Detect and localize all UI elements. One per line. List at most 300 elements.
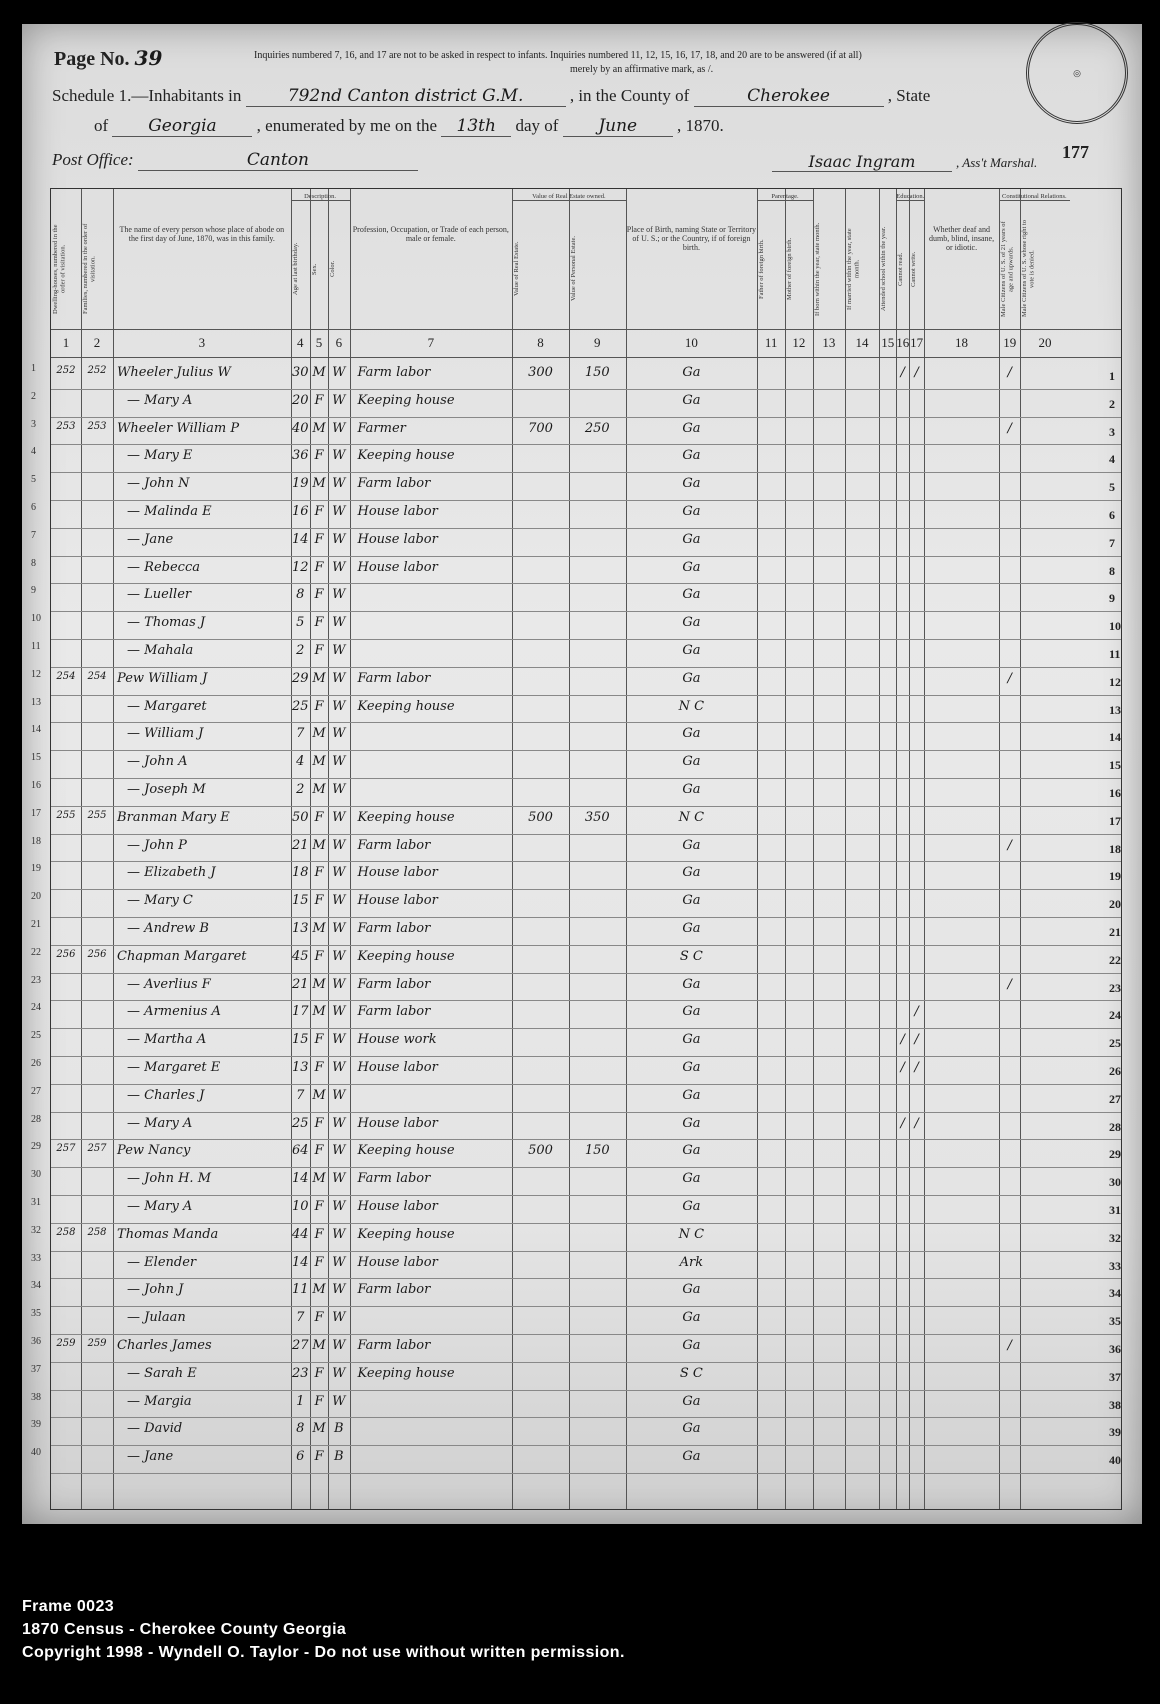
cell-m19: /	[1007, 976, 1012, 992]
cell-birth: Ga	[682, 643, 701, 658]
cell-sex: M	[312, 726, 326, 742]
cell-dw: 253	[56, 420, 76, 432]
page-number-line	[54, 46, 162, 71]
cell-color: W	[332, 1087, 346, 1103]
table-row	[31, 1278, 1121, 1306]
person-name: — Elizabeth J	[127, 865, 216, 881]
table-row	[31, 444, 1121, 472]
table-row	[31, 1056, 1121, 1084]
row-number-right: 29	[1109, 1147, 1121, 1162]
row-number-right: 17	[1109, 813, 1121, 828]
occupation: Farm labor	[357, 476, 431, 492]
table-row	[31, 389, 1121, 417]
occupation: House labor	[357, 1254, 438, 1270]
row-number-right: 32	[1109, 1230, 1121, 1245]
person-name: Branman Mary E	[117, 809, 230, 825]
cell-re: 700	[528, 420, 553, 436]
row-number-right: 16	[1109, 786, 1121, 800]
census-title: 1870 Census - Cherokee County Georgia	[22, 1621, 347, 1638]
marshal-name: Isaac Ingram	[772, 152, 952, 172]
occupation: Farm labor	[357, 837, 431, 853]
occupation: House labor	[357, 893, 438, 909]
row-number-right: 1	[1109, 369, 1115, 383]
person-name: — Sarah E	[127, 1365, 197, 1381]
person-name: Thomas Manda	[117, 1226, 219, 1242]
cell-age: 11	[292, 1282, 309, 1298]
table-row	[31, 722, 1121, 750]
cell-birth: N C	[678, 1226, 705, 1242]
row-number-right: 39	[1109, 1425, 1121, 1440]
column-header-c17: Cannot write.	[910, 251, 918, 287]
cell-dw: 257	[56, 1143, 76, 1155]
cell-fam: 252	[87, 365, 107, 376]
cell-age: 13	[292, 1060, 309, 1075]
cell-birth: Ga	[682, 448, 701, 464]
cell-age: 1	[296, 1393, 305, 1409]
row-number-right: 6	[1109, 508, 1115, 522]
occupation: Farm labor	[357, 365, 431, 380]
person-name: — Mahala	[127, 643, 194, 658]
cell-color: W	[332, 809, 346, 825]
row-number-left: 26	[31, 1058, 41, 1069]
cell-birth: Ga	[682, 615, 701, 631]
person-name: — Elender	[127, 1254, 197, 1270]
cell-age: 50	[292, 809, 309, 825]
cell-pe: 150	[584, 1143, 610, 1159]
cell-sex: F	[314, 392, 324, 408]
cell-age: 44	[292, 1226, 309, 1242]
group-header-c_parent: Parentage.	[757, 193, 813, 201]
row-number-left: 20	[31, 891, 41, 903]
cell-birth: Ga	[682, 837, 701, 853]
row-number-right: 12	[1109, 674, 1121, 689]
table-row	[31, 528, 1121, 556]
cell-color: W	[332, 615, 346, 631]
person-name: — Lueller	[127, 587, 192, 603]
row-number-left: 27	[31, 1085, 41, 1097]
table-row	[31, 1390, 1121, 1418]
row-number-right: 10	[1109, 619, 1121, 634]
row-number-right: 31	[1109, 1203, 1121, 1217]
row-number-left: 2	[31, 390, 36, 402]
row-number-right: 13	[1109, 702, 1121, 717]
cell-birth: Ga	[682, 559, 701, 575]
cell-sex: F	[314, 587, 324, 603]
cell-age: 21	[292, 976, 309, 992]
cell-sex: F	[314, 1449, 324, 1465]
of-label: of	[94, 116, 109, 135]
row-number-left: 11	[31, 641, 41, 652]
frame-number: Frame 0023	[22, 1598, 115, 1615]
table-row	[31, 583, 1121, 611]
cell-birth: Ga	[682, 1032, 701, 1048]
column-header-c8: Value of Real Estate.	[513, 241, 521, 297]
cell-color: W	[332, 504, 346, 519]
marshal-line	[772, 152, 1037, 172]
cell-fam: 258	[87, 1226, 107, 1238]
cell-sex: M	[312, 754, 326, 770]
cell-color: W	[332, 1310, 346, 1326]
cell-age: 19	[292, 476, 309, 492]
column-header-c11: Father of foreign birth.	[758, 239, 766, 299]
table-row	[31, 1112, 1121, 1140]
cell-color: W	[332, 1393, 346, 1409]
state-line	[94, 116, 724, 137]
person-name: — Averlius F	[127, 976, 211, 992]
column-number: 3	[198, 335, 206, 350]
cell-sex: M	[312, 1171, 326, 1187]
row-number-right: 15	[1109, 758, 1121, 773]
row-number-right: 18	[1109, 841, 1121, 856]
person-name: — Malinda E	[127, 504, 212, 519]
table-row	[31, 639, 1121, 667]
group-header-c_value: Value of Real Estate owned.	[512, 193, 625, 201]
cell-m19: /	[1007, 837, 1012, 853]
cell-fam: 254	[87, 670, 107, 682]
person-name: — Martha A	[127, 1032, 207, 1048]
table-row	[31, 834, 1121, 862]
person-name: — Margaret E	[127, 1060, 221, 1075]
row-number-right: 27	[1109, 1091, 1121, 1106]
cell-sex: F	[314, 643, 324, 658]
row-number-left: 12	[31, 668, 41, 680]
marshal-label: , Ass't Marshal.	[956, 155, 1038, 170]
inquiry-note-2: merely by an affirmative mark, as /.	[570, 64, 714, 75]
header-rule	[51, 357, 1121, 358]
occupation: Farmer	[357, 420, 406, 436]
person-name: — David	[127, 1421, 183, 1437]
cell-m17: /	[914, 1115, 919, 1131]
column-number: 4	[297, 335, 304, 350]
group-header-c_const: Constitutional Relations.	[999, 193, 1070, 201]
row-number-right: 14	[1109, 730, 1121, 745]
cell-birth: Ga	[682, 670, 701, 686]
row-number-right: 40	[1109, 1453, 1121, 1468]
cell-color: W	[332, 976, 346, 992]
cell-age: 18	[292, 865, 309, 881]
year-value: , 1870.	[676, 116, 724, 135]
cell-color: W	[332, 698, 346, 714]
occupation: House work	[357, 1032, 437, 1048]
occupation: House labor	[357, 1060, 438, 1075]
cell-age: 7	[296, 1310, 305, 1326]
cell-color: W	[332, 948, 346, 964]
cell-fam: 259	[87, 1338, 107, 1349]
cell-color: W	[332, 1226, 346, 1242]
post-office-line	[52, 150, 418, 171]
cell-color: W	[332, 1143, 346, 1159]
column-header-c15: Attended school within the year.	[880, 226, 888, 312]
cell-age: 6	[296, 1449, 305, 1465]
cell-m16: /	[900, 1060, 905, 1075]
row-number-left: 37	[31, 1363, 41, 1375]
cell-pe: 150	[584, 365, 610, 380]
cell-m16: /	[900, 1115, 905, 1131]
cell-m19: /	[1007, 1338, 1012, 1353]
cell-birth: Ga	[682, 1421, 701, 1437]
post-office-value: Canton	[138, 150, 418, 171]
table-row	[31, 778, 1121, 806]
column-number: 15	[881, 335, 895, 350]
cell-color: W	[332, 782, 346, 797]
cell-birth: Ga	[682, 1060, 701, 1075]
cell-color: W	[332, 476, 346, 492]
cell-birth: Ga	[682, 1393, 701, 1409]
person-name: Pew Nancy	[117, 1143, 191, 1159]
cell-age: 8	[296, 587, 305, 603]
person-name: — Mary C	[127, 893, 193, 909]
column-header-c12: Mother of foreign birth.	[786, 237, 794, 301]
cell-color: W	[332, 559, 346, 575]
row-number-left: 9	[31, 585, 36, 597]
cell-age: 7	[296, 726, 305, 742]
cell-birth: Ga	[682, 1115, 701, 1131]
column-number: 12	[792, 335, 806, 350]
occupation: Keeping house	[357, 392, 455, 408]
county-label: , in the County of	[569, 86, 690, 105]
cell-sex: F	[314, 1199, 324, 1214]
cell-color: W	[332, 1060, 346, 1075]
cell-re: 500	[528, 1143, 553, 1159]
occupation: Farm labor	[357, 921, 431, 936]
person-name: — Armenius A	[127, 1004, 221, 1020]
row-number-left: 28	[31, 1113, 41, 1125]
post-office-label: Post Office:	[52, 150, 134, 169]
row-number-right: 3	[1109, 424, 1115, 439]
column-header-c16: Cannot read.	[897, 252, 905, 286]
cell-sex: M	[312, 670, 326, 686]
column-header-c19: Male Citizens of U. S. of 21 years of age and upwards.	[1000, 221, 1015, 317]
row-number-left: 24	[31, 1002, 41, 1014]
person-name: — Andrew B	[127, 921, 209, 936]
row-number-left: 34	[31, 1280, 41, 1292]
group-header-c_desc: Description.	[291, 193, 350, 201]
row-number-left: 18	[31, 835, 41, 847]
cell-pe: 350	[584, 809, 610, 825]
cell-birth: Ga	[682, 587, 701, 603]
person-name: — Mary A	[127, 392, 193, 408]
cell-sex: F	[314, 1032, 324, 1048]
occupation: Keeping house	[357, 698, 455, 714]
cell-birth: Ga	[682, 504, 701, 519]
cell-m17: /	[914, 1004, 919, 1020]
row-number-right: 28	[1109, 1119, 1121, 1134]
table-row	[31, 1139, 1121, 1167]
row-number-right: 22	[1109, 952, 1121, 967]
column-number: 13	[822, 335, 836, 350]
occupation: Keeping house	[357, 809, 455, 825]
column-header-c20: Male Citizens of U. S. whose right to vote is denied.	[1021, 220, 1036, 318]
table-row	[31, 861, 1121, 889]
cell-color: W	[332, 1199, 346, 1214]
table-row	[31, 1223, 1121, 1251]
cell-color: W	[332, 448, 346, 464]
table-row	[31, 1251, 1121, 1279]
cell-color: W	[332, 1254, 346, 1270]
cell-birth: S C	[679, 1365, 703, 1381]
cell-color: W	[332, 643, 346, 658]
cell-color: W	[332, 726, 346, 742]
column-header-c5: Sex.	[310, 263, 318, 275]
cell-m19: /	[1007, 365, 1012, 380]
occupation: Farm labor	[357, 670, 431, 686]
cell-m17: /	[914, 1032, 919, 1048]
cell-color: W	[332, 392, 346, 408]
cell-sex: M	[312, 1004, 326, 1020]
row-number-right: 24	[1109, 1008, 1121, 1023]
row-rule	[51, 1473, 1121, 1474]
table-row	[31, 945, 1121, 973]
table-row	[31, 1028, 1121, 1056]
person-name: — John P	[127, 837, 187, 853]
person-name: — Mary A	[127, 1199, 193, 1214]
cell-age: 40	[292, 420, 309, 436]
cell-age: 2	[296, 643, 305, 658]
cell-age: 15	[292, 1032, 309, 1048]
row-number-left: 8	[31, 557, 36, 569]
cell-birth: S C	[679, 948, 703, 964]
person-name: — Joseph M	[127, 782, 206, 797]
cell-sex: F	[314, 1365, 324, 1381]
row-number-left: 36	[31, 1336, 41, 1347]
table-row	[31, 1167, 1121, 1195]
occupation: Keeping house	[357, 1365, 455, 1381]
cell-dw: 259	[56, 1338, 76, 1349]
column-header-c1: Dwelling-houses, numbered in the order of visitation.	[52, 224, 67, 314]
cell-color: W	[332, 921, 346, 936]
cell-age: 17	[292, 1004, 309, 1020]
cell-age: 25	[292, 698, 309, 714]
person-name: Pew William J	[117, 670, 208, 686]
cell-age: 16	[292, 504, 309, 519]
person-name: — John H. M	[127, 1171, 212, 1187]
column-number: 8	[537, 335, 544, 350]
row-number-left: 25	[31, 1030, 41, 1042]
person-name: — Mary E	[127, 448, 193, 464]
cell-dw: 254	[56, 670, 76, 682]
cell-sex: F	[314, 559, 324, 575]
cell-color: W	[332, 531, 346, 547]
cell-birth: Ga	[682, 921, 701, 936]
person-name: Charles James	[117, 1338, 212, 1353]
column-header-c10: Place of Birth, naming State or Territory of U. S.; or the Country, if of foreign birth.	[626, 225, 757, 253]
row-number-left: 23	[31, 974, 41, 986]
cell-sex: F	[314, 893, 324, 909]
cell-pe: 250	[584, 420, 610, 436]
state-value: Georgia	[112, 116, 252, 137]
row-number-left: 39	[31, 1419, 41, 1431]
cell-birth: N C	[678, 698, 705, 714]
cell-fam: 253	[87, 420, 107, 432]
cell-birth: Ga	[682, 1171, 701, 1187]
cell-age: 20	[292, 392, 309, 408]
row-number-left: 30	[31, 1169, 41, 1181]
occupation: Keeping house	[357, 948, 455, 964]
person-name: — Rebecca	[127, 559, 200, 575]
cell-age: 64	[292, 1143, 309, 1159]
cell-dw: 255	[56, 809, 76, 821]
cell-birth: Ga	[682, 865, 701, 881]
table-row	[31, 472, 1121, 500]
column-number: 5	[315, 335, 323, 350]
cell-sex: M	[312, 1421, 326, 1437]
column-number: 14	[855, 335, 869, 350]
cell-age: 45	[292, 948, 309, 964]
column-number: 11	[764, 335, 778, 350]
state-label: , State	[887, 86, 931, 105]
row-number-left: 15	[31, 752, 41, 764]
table-row	[31, 1000, 1121, 1028]
cell-age: 23	[292, 1365, 309, 1381]
header-rule	[51, 329, 1121, 330]
cell-birth: Ga	[682, 1199, 701, 1214]
occupation: Keeping house	[357, 448, 455, 464]
cell-birth: Ga	[682, 1282, 701, 1298]
row-number-left: 7	[31, 529, 36, 541]
cell-age: 29	[292, 670, 309, 686]
row-number-right: 2	[1109, 396, 1115, 411]
cell-re: 500	[528, 809, 553, 825]
cell-color: W	[332, 1004, 346, 1020]
column-number: 20	[1038, 335, 1052, 350]
row-number-right: 19	[1109, 869, 1121, 884]
copyright-notice: Copyright 1998 - Wyndell O. Taylor - Do not use without written permission.	[22, 1644, 625, 1661]
cell-m16: /	[900, 1032, 905, 1048]
cell-re: 300	[528, 365, 553, 380]
cell-fam: 255	[87, 809, 107, 821]
cell-color: W	[332, 365, 346, 380]
cell-color: W	[332, 1338, 346, 1353]
cell-sex: F	[314, 504, 324, 519]
person-name: — Mary A	[127, 1115, 193, 1131]
cell-age: 2	[296, 782, 305, 797]
cell-age: 8	[296, 1421, 305, 1437]
table-row	[31, 695, 1121, 723]
person-name: — Margaret	[127, 698, 207, 714]
row-number-left: 21	[31, 919, 41, 930]
cell-birth: Ga	[682, 893, 701, 909]
row-number-left: 35	[31, 1308, 41, 1320]
cell-sex: F	[314, 615, 324, 631]
cell-birth: Ga	[682, 392, 701, 408]
cell-age: 12	[292, 559, 309, 575]
row-number-right: 38	[1109, 1397, 1121, 1412]
cell-age: 36	[292, 448, 309, 464]
cell-color: W	[332, 1365, 346, 1381]
cell-sex: F	[314, 531, 324, 547]
cell-m19: /	[1007, 420, 1012, 436]
table-row	[31, 917, 1121, 945]
month-value: June	[563, 116, 673, 137]
occupation: Farm labor	[357, 1004, 431, 1020]
cell-sex: F	[314, 865, 324, 881]
column-header-c14: If married within the year, state month.	[845, 228, 861, 310]
occupation: Farm labor	[357, 1282, 431, 1298]
row-number-right: 7	[1109, 535, 1115, 550]
cell-age: 14	[292, 1171, 309, 1187]
cell-dw: 256	[56, 948, 76, 960]
cell-m17: /	[914, 365, 919, 380]
cell-color: B	[334, 1449, 344, 1465]
cell-sex: F	[314, 1060, 324, 1075]
person-name: — Jane	[127, 531, 174, 547]
occupation: House labor	[357, 1199, 438, 1214]
schedule-line	[52, 86, 930, 107]
census-sheet	[22, 24, 1142, 1524]
row-number-right: 34	[1109, 1286, 1121, 1301]
day-value: 13th	[441, 116, 511, 137]
row-number-left: 19	[31, 863, 41, 875]
